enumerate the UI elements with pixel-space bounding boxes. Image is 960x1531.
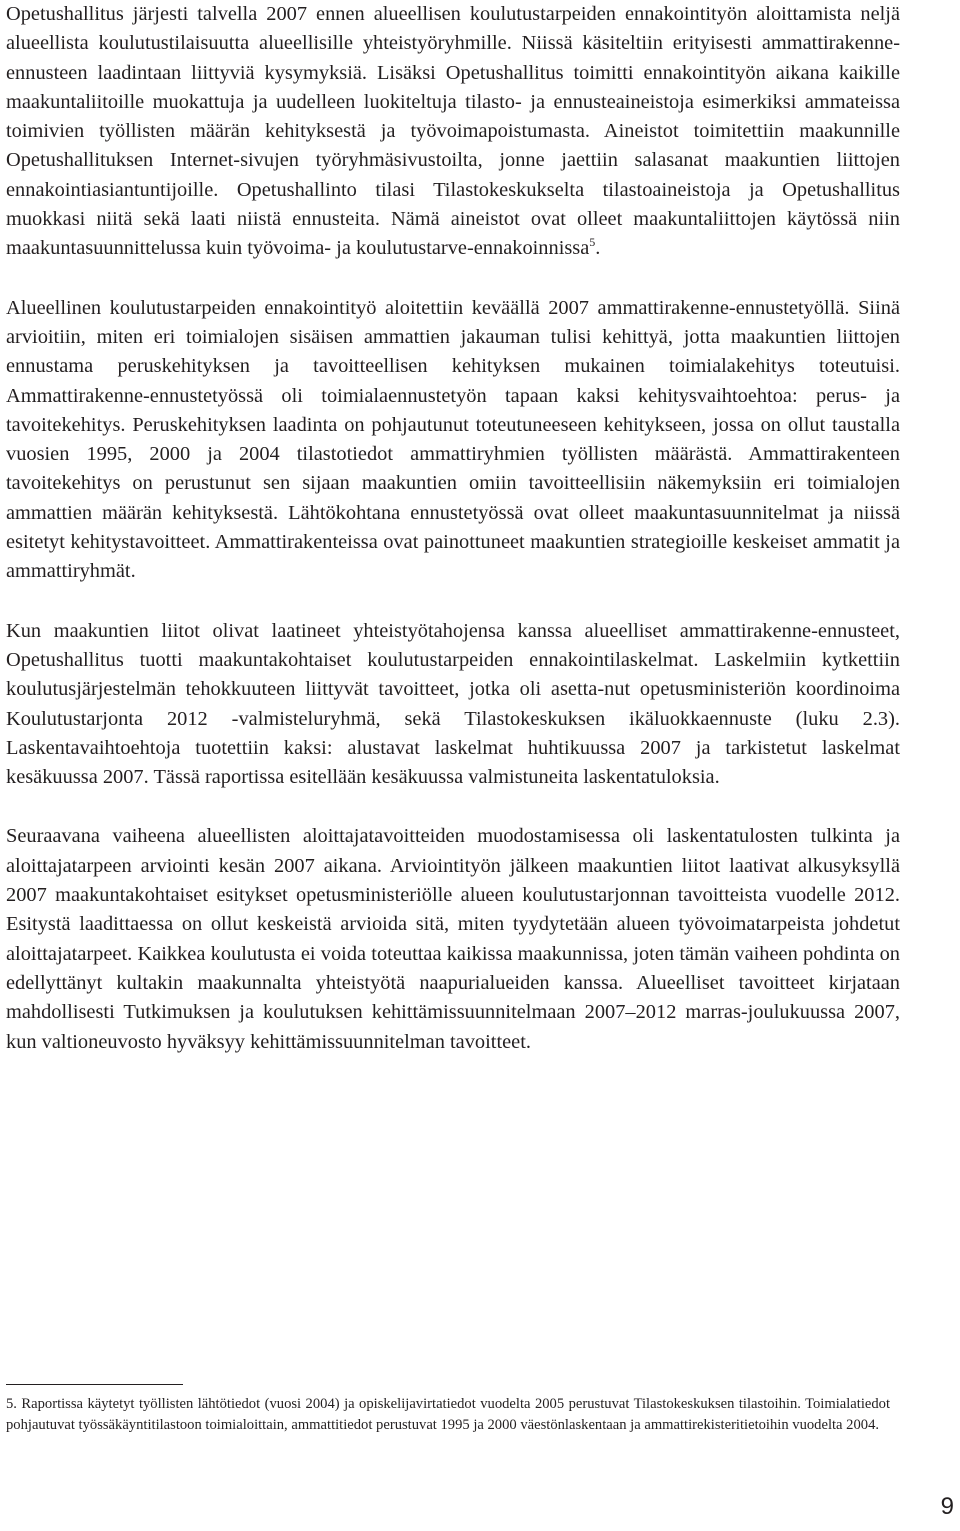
paragraph-4: Seuraavana vaiheena alueellisten aloittajatavoitteiden muodostamisessa oli laskentatulosten tulkinta ja aloittajatarpeen arviointi kesän 2007 aikana. Arviointityön jälkeen maakuntien liitot laativat alkusyksyllä 2007 maakuntakohtaiset esitykset opetusministeriölle alueen koulutustarjonnan tavoitteista vuodelle 2012. Esitystä laadittaessa on ollut keskeistä arvioida sitä, miten tyydytetään alueen työvoimatarpeista johdetut aloittajatarpeet. Kaikkea koulutusta ei voida toteuttaa kaikissa maakunnissa, joten tämän vaiheen pohdinta on edellyttänyt kultakin maakunnalta yhteistyötä naapurialueiden kanssa. Alueelliset tavoitteet kirjataan mahdollisesti Tutkimuksen ja koulutuksen kehittämissuunnitelmaan 2007–2012 marras-joulukuussa 2007, kun valtioneuvosto hyväksyy kehittämissuunnitelman tavoitteet. xyxy=(6,825,900,1053)
footnote-reference[interactable]: 5 xyxy=(589,235,596,250)
paragraph-1 xyxy=(6,0,900,264)
page-number: 9 xyxy=(940,1493,954,1520)
paragraph-3: Kun maakuntien liitot olivat laatineet yhteistyötahojensa kanssa alueelliset ammattirakenne-ennusteet, Opetushallitus tuotti maakuntakohtaiset koulutustarpeiden ennakointilaskelmat. Laskelmiin kytkettiin koulutusjärjestelmän tehokkuuteen liittyvät tavoitteet, jotka oli asetta-nut opetusministeriön koordinoima Koulutustarjonta 2012 -valmisteluryhmä, sekä Tilastokeskuksen ikäluokkaennuste (luku 2.3). Laskentavaihtoehtoja tuotettiin kaksi: alustavat laskelmat huhtikuussa 2007 ja tarkistetut laskelmat kesäkuussa 2007. Tässä raportissa esitellään kesäkuussa valmistuneita laskentatuloksia. xyxy=(6,619,900,789)
footnote-5: 5. Raportissa käytetyt työllisten lähtötiedot (vuosi 2004) ja opiskelijavirtatiedot vuodelta 2005 perustuvat Tilastokeskuksen tilastoihin. Toimialatiedot pohjautuvat työssäkäyntitilastoon toimialoittain, ammattitiedot perustuvat 1995 ja 2000 väestönlaskentaan ja ammattirekisteritietoihin vuodelta 2004. xyxy=(6,1396,890,1433)
body-text xyxy=(6,0,900,1057)
paragraph-1-text: Opetushallitus järjesti talvella 2007 ennen alueellisen koulutustarpeiden ennakointityön aloittamista neljä alueellista koulutustilaisuutta alueellisille yhteistyöryhmille. Niissä käsiteltiin erityisesti ammattirakenne-ennusteen laadintaan liittyviä kysymyksiä. Lisäksi Opetushallitus toimitti ennakointityön aikana kaikille maakuntaliitoille muokattuja ja uudelleen luokiteltuja tilasto- ja ennusteaineistoja esimerkiksi ammateissa toimivien työllisten määrän kehityksestä ja työvoimapoistumasta. Aineistot toimitettiin maakunnille Opetushallituksen Internet-sivujen työryhmäsivustoilta, jonne jaettiin salasanat maakuntien liittojen ennakointiasiantuntijoille. Opetushallinto tilasi Tilastokeskukselta tilastoaineistoja ja Opetushallitus muokkasi niitä sekä laati niistä ennusteita. Nämä aineistot ovat olleet maakuntaliittojen käytössä niin maakuntasuunnittelussa kuin työvoima- ja koulutustarve-ennakoinnissa xyxy=(6,3,900,260)
paragraph-2: Alueellinen koulutustarpeiden ennakointityö aloitettiin keväällä 2007 ammattirakenne-ennustetyöllä. Siinä arvioitiin, miten eri toimialojen sisäisen ammattien jakauman tulisi kehittyä, jotta maakuntien liittojen ennustama peruskehityksen ja tavoitteellisen kehityksen mukainen toimialakehitys toteutuisi. Ammattirakenne-ennustetyössä oli toimialaennustetyön tapaan kaksi kehitysvaihtoehtoa: perus- ja tavoitekehitys. Peruskehityksen laadinta on pohjautunut toteutuneeseen kehitykseen, jossa on ollut taustalla vuosien 1995, 2000 ja 2004 tilastotiedot ammattiryhmien työllisten määrästä. Ammattirakenteen tavoitekehitys on perustunut sen sijaan maakuntien omiin tavoitteellisiin näkemyksiin eri toimialojen ammattien määrän kehityksestä. Lähtökohtana ennustetyössä ovat olleet maakuntasuunnitelmat ja niissä esitetyt kehitystavoitteet. Ammattirakenteissa ovat painottuneet maakuntien strategioille keskeiset ammatit ja ammattiryhmät. xyxy=(6,296,900,583)
paragraph-1-tail: . xyxy=(595,237,601,260)
footnote-divider xyxy=(6,1384,183,1385)
